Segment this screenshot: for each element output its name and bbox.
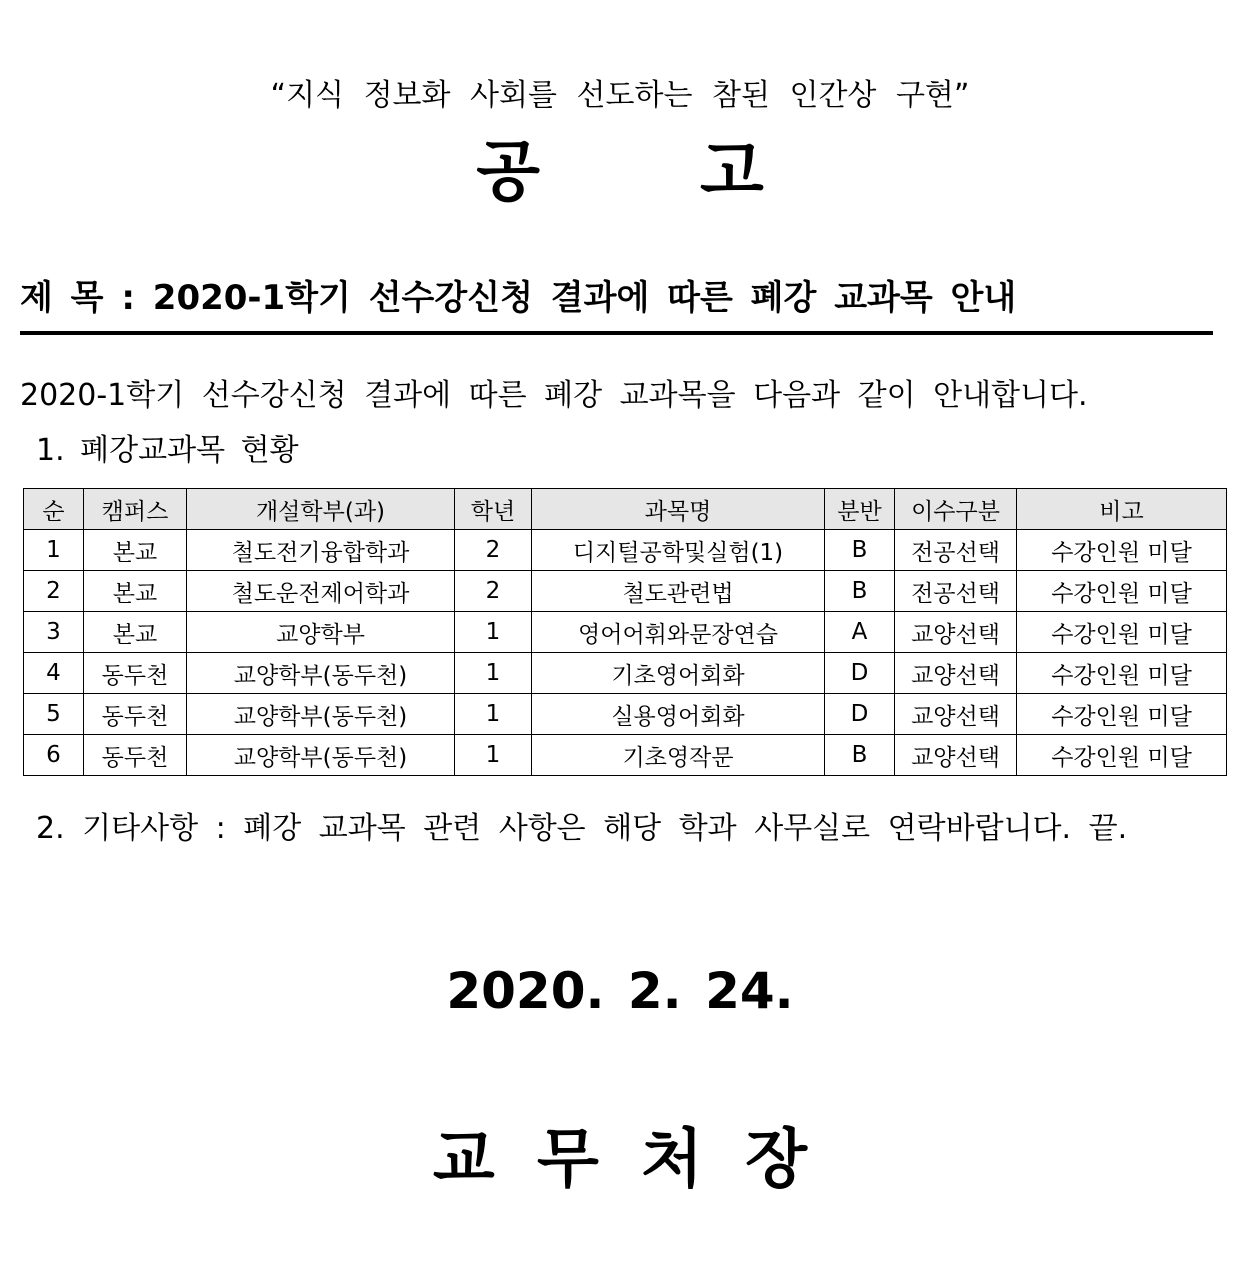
cell-campus: 본교 — [84, 612, 187, 653]
cell-remarks: 수강인원 미달 — [1017, 530, 1227, 571]
header-cell-section: 분반 — [825, 489, 895, 530]
cell-grade: 1 — [455, 694, 532, 735]
header-cell-department: 개설학부(과) — [187, 489, 455, 530]
cell-course: 영어어휘와문장연습 — [532, 612, 825, 653]
subject-line: 제 목 : 2020-1학기 선수강신청 결과에 따른 폐강 교과목 안내 — [20, 278, 1017, 318]
header-cell-type: 이수구분 — [895, 489, 1017, 530]
cell-section: B — [825, 571, 895, 612]
cell-department: 교양학부(동두천) — [187, 653, 455, 694]
notice-heading — [0, 118, 1240, 213]
cell-no: 2 — [24, 571, 84, 612]
cell-type: 교양선택 — [895, 735, 1017, 776]
table-row — [24, 735, 1227, 776]
cell-department: 철도운전제어학과 — [187, 571, 455, 612]
cell-department: 철도전기융합학과 — [187, 530, 455, 571]
cell-type: 교양선택 — [895, 653, 1017, 694]
cell-grade: 1 — [455, 653, 532, 694]
header-cell-no: 순 — [24, 489, 84, 530]
table-header-row — [24, 489, 1227, 530]
cell-no: 5 — [24, 694, 84, 735]
section-1-title: 1. 폐강교과목 현황 — [36, 433, 299, 468]
table-row — [24, 694, 1227, 735]
cell-campus: 본교 — [84, 571, 187, 612]
cell-course: 기초영작문 — [532, 735, 825, 776]
cell-remarks: 수강인원 미달 — [1017, 735, 1227, 776]
cell-type: 교양선택 — [895, 612, 1017, 653]
cell-campus: 동두천 — [84, 735, 187, 776]
motto: “지식 정보화 사회를 선도하는 참된 인간상 구현” — [270, 78, 970, 113]
cell-no: 6 — [24, 735, 84, 776]
header-cell-campus: 캠퍼스 — [84, 489, 187, 530]
cell-section: A — [825, 612, 895, 653]
cell-section: B — [825, 735, 895, 776]
cell-type: 교양선택 — [895, 694, 1017, 735]
cell-remarks: 수강인원 미달 — [1017, 571, 1227, 612]
cell-campus: 동두천 — [84, 653, 187, 694]
cell-remarks: 수강인원 미달 — [1017, 694, 1227, 735]
table-row — [24, 571, 1227, 612]
cell-course: 디지털공학및실험(1) — [532, 530, 825, 571]
intro-paragraph: 2020-1학기 선수강신청 결과에 따른 폐강 교과목을 다음과 같이 안내합니다. — [20, 378, 1088, 413]
section-2-other-notes: 2. 기타사항 : 폐강 교과목 관련 사항은 해당 학과 사무실로 연락바랍니다. 끝. — [36, 811, 1128, 846]
cancelled-courses-table — [23, 488, 1227, 776]
cell-grade: 1 — [455, 735, 532, 776]
cell-type: 전공선택 — [895, 530, 1017, 571]
header-cell-course: 과목명 — [532, 489, 825, 530]
cell-department: 교양학부(동두천) — [187, 735, 455, 776]
cell-no: 3 — [24, 612, 84, 653]
cell-department: 교양학부(동두천) — [187, 694, 455, 735]
table-row — [24, 612, 1227, 653]
subject-divider — [20, 331, 1213, 335]
cell-grade: 2 — [455, 571, 532, 612]
header-cell-remarks: 비고 — [1017, 489, 1227, 530]
cell-grade: 2 — [455, 530, 532, 571]
cell-course: 실용영어회화 — [532, 694, 825, 735]
cell-remarks: 수강인원 미달 — [1017, 612, 1227, 653]
cell-section: D — [825, 653, 895, 694]
notice-heading-left: 공 — [476, 133, 540, 210]
header-cell-grade: 학년 — [455, 489, 532, 530]
cell-section: B — [825, 530, 895, 571]
cell-grade: 1 — [455, 612, 532, 653]
cell-no: 1 — [24, 530, 84, 571]
table-row — [24, 653, 1227, 694]
cell-department: 교양학부 — [187, 612, 455, 653]
table-row — [24, 530, 1227, 571]
cell-no: 4 — [24, 653, 84, 694]
issuer-title: 교 무 처 장 — [432, 1123, 808, 1197]
cell-course: 철도관련법 — [532, 571, 825, 612]
cell-type: 전공선택 — [895, 571, 1017, 612]
notice-heading-right: 고 — [700, 133, 764, 210]
cell-remarks: 수강인원 미달 — [1017, 653, 1227, 694]
cell-course: 기초영어회화 — [532, 653, 825, 694]
cell-section: D — [825, 694, 895, 735]
cell-campus: 본교 — [84, 530, 187, 571]
notice-date: 2020. 2. 24. — [446, 962, 794, 1020]
cell-campus: 동두천 — [84, 694, 187, 735]
